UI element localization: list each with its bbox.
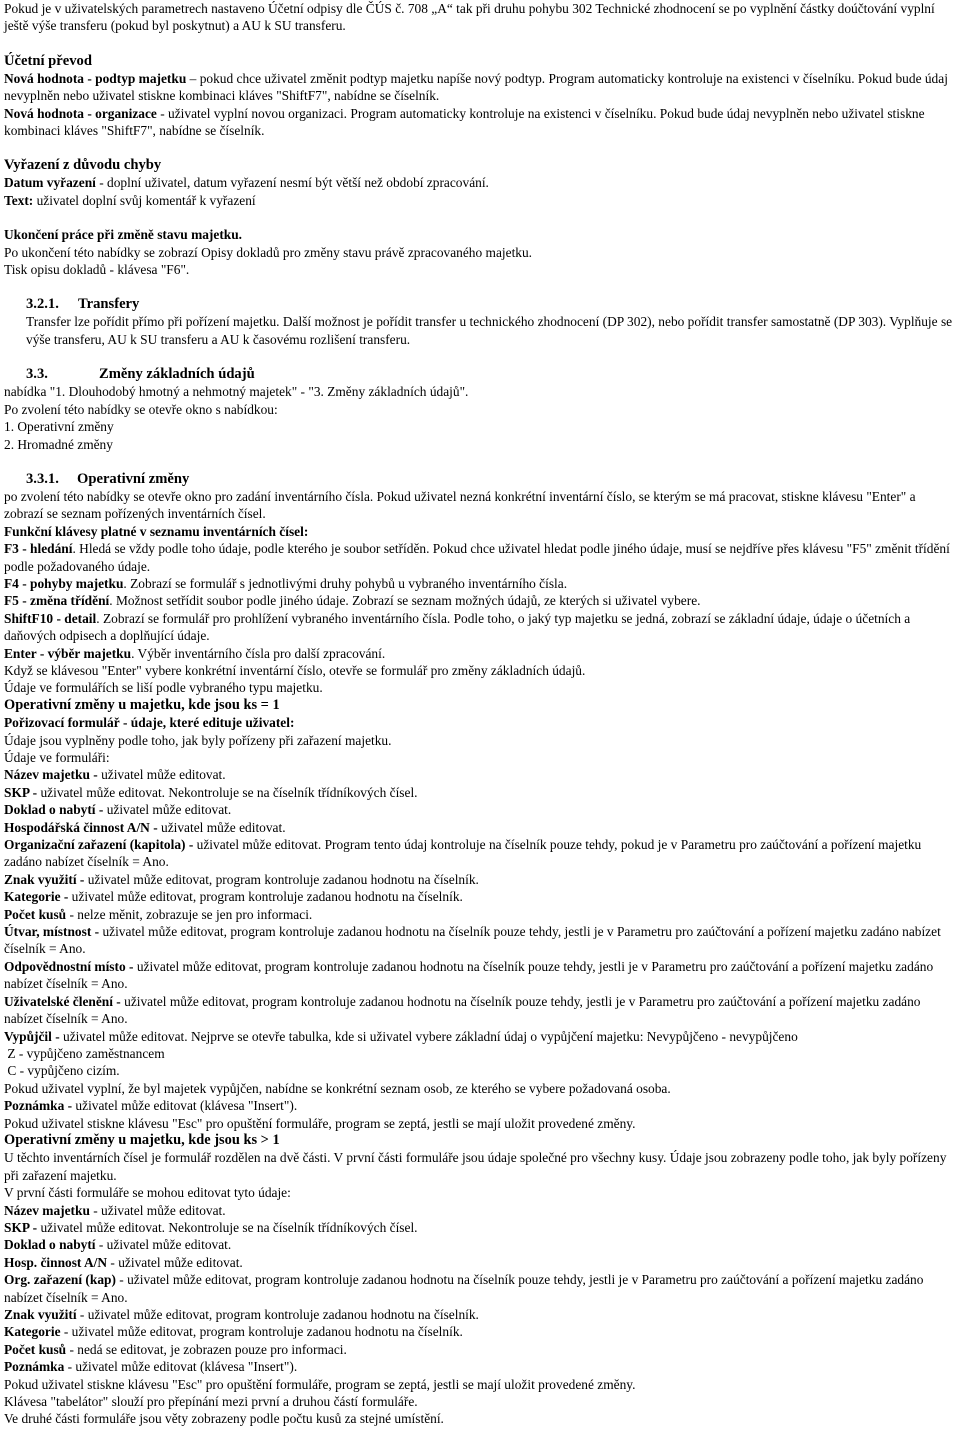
field-doklad: Doklad o nabytí -	[4, 802, 104, 818]
heading-ks-gt-1: Operativní změny u majetku, kde jsou ks > 1	[4, 1131, 280, 1148]
field2-pocet: Počet kusů	[4, 1341, 67, 1357]
section-title-operativni: Operativní změny	[77, 470, 190, 487]
key-line-f5	[4, 592, 957, 609]
field-utvar: Útvar, místnost -	[4, 924, 100, 940]
text-datum-vyrazeni: - doplní uživatel, datum vyřazení nesmí být větší než období zpracování.	[95, 175, 489, 191]
field2-line-nazev	[4, 1202, 957, 1219]
field2-nazev-desc: - uživatel může editovat.	[89, 1202, 226, 1218]
field2-kategorie-desc: - uživatel může editovat, program kontroluje zadanou hodnotu na číselník.	[60, 1324, 463, 1340]
menu-item-hromadne-zmeny: 2. Hromadné změny	[4, 436, 113, 452]
field-uzivatelske-desc: uživatel může editovat, program kontroluje zadanou hodnotu na číselník pouze tehdy, jestli je v Parametru pro zaúčtování a pořízení majetku zadáno nabízet číselník = Ano.	[4, 993, 921, 1027]
section-heading-ucetni-prevod: Účetní převod	[4, 52, 92, 69]
paragraph-operativni: po zvolení této nabídky se otevře okno pro zadání inventárního čísla. Pokud uživatel nezná konkrétní inventární číslo, se kterým se má pracovat, stiskne klávesu "Enter" a zobrazí se seznam pořízených inventárních čísel.	[4, 488, 916, 522]
key-f4-desc: . Zobrazí se formulář s jednotlivými druhy pohybů u vybraného inventárního čísla.	[123, 575, 568, 591]
text-organizace: - uživatel vyplní novou organizaci. Program automaticky kontroluje na existenci v číselníku. Pokud bude údaj nevyplněn nebo uživatel stiskne kombinaci kláves "ShiftF7", nabídne se číselník.	[4, 105, 925, 139]
field-org: Organizační zařazení (kapitola) -	[4, 837, 194, 853]
field-vypujcil: Vypůjčil -	[4, 1028, 60, 1044]
field-line-org	[4, 836, 957, 871]
field-poznamka: Poznámka -	[4, 1098, 73, 1114]
key-shiftf10: ShiftF10 - detail	[4, 610, 97, 626]
field-line-odpovednost	[4, 958, 957, 993]
key-f5: F5 - změna třídění	[4, 593, 110, 609]
line-zmeny-1: nabídka "1. Dlouhodobý hmotný a nehmotný majetek" - "3. Změny základních údajů".	[4, 384, 469, 400]
line-zmeny-2: Po zvolení této nabídky se otevře okno s nabídkou:	[4, 401, 278, 417]
key-enter-desc: . Výběr inventárního čísla pro další zpracování.	[131, 645, 386, 661]
field-skp: SKP -	[4, 784, 38, 800]
field-hosp: Hospodářská činnost A/N -	[4, 819, 158, 835]
heading-ks-1: Operativní změny u majetku, kde jsou ks = 1	[4, 696, 280, 713]
line-datum-vyrazeni	[4, 174, 957, 191]
subheading-porizovaci-formular: Pořizovací formulář - údaje, které edituje uživatel:	[4, 715, 295, 731]
field-line-poznamka	[4, 1097, 957, 1114]
section-number-zmeny: 3.3.	[26, 366, 48, 383]
field2-line-kategorie	[4, 1323, 957, 1340]
section-title-zmeny: Změny základních údajů	[99, 366, 255, 383]
field-poznamka-desc: uživatel může editovat (klávesa "Insert").	[72, 1098, 298, 1114]
key-line-shiftf10	[4, 610, 957, 645]
intro-paragraph: Pokud je v uživatelských parametrech nastaveno Účetní odpisy dle ČÚS č. 708 „A“ tak při druhu pohybu 302 Technické zhodnocení se po vyplnění částky doúčtování vyplní ještě výše transferu (pokud byl poskytnut) a AU k SU transferu.	[4, 1, 935, 34]
field2-skp-desc: uživatel může editovat. Nekontroluje se na číselník třídníkových čísel.	[37, 1219, 418, 1235]
field-line-skp	[4, 784, 957, 801]
field2-poznamka-desc: - uživatel může editovat (klávesa "Insert").	[64, 1359, 298, 1375]
field2-line-poznamka	[4, 1358, 957, 1375]
line-ks1-2: Údaje ve formuláři:	[4, 750, 110, 765]
section-number-transfery: 3.2.1.	[26, 296, 59, 313]
paragraph-ksgt1: U těchto inventárních čísel je formulář rozdělen na dvě části. V první části formuláře jsou údaje společné pro všechny kusy. Údaje jsou zobrazeny podle toho, jak byly pořízeny při zařazení majetku.	[4, 1150, 947, 1183]
field-nazev: Název majetku -	[4, 767, 98, 783]
field2-org-desc: - uživatel může editovat, program kontroluje zadanou hodnotu na číselník pouze tehdy, jestli je v Parametru pro zaúčtování a pořízení majetku zadáno nabízet číselník = Ano.	[4, 1272, 924, 1305]
field-line-doklad	[4, 801, 957, 818]
line-ukonceni-1: Po ukončení této nabídky se zobrazí Opisy dokladů pro změny stavu právě zpracovaného majetku.	[4, 244, 533, 260]
field-doklad-desc: uživatel může editovat.	[103, 802, 232, 818]
field-line-kategorie	[4, 888, 957, 905]
line-pokud-vypujcen: Pokud uživatel vyplní, že byl majetek vypůjčen, nabídne se konkrétní seznam osob, ze kterého se vybere požadovaná osoba.	[4, 1080, 671, 1096]
key-f3: F3 - hledání	[4, 541, 73, 557]
line-ks1-1: Údaje jsou vyplněny podle toho, jak byly pořízeny při zařazení majetku.	[4, 732, 392, 748]
term-nova-hodnota-organizace: Nová hodnota - organizace	[4, 105, 157, 121]
line-text	[4, 192, 957, 209]
field2-hosp-desc: - uživatel může editovat.	[107, 1254, 243, 1270]
field-odpovednost: Odpovědnostní místo -	[4, 958, 134, 974]
field-skp-desc: uživatel může editovat. Nekontroluje se na číselník třídníkových čísel.	[37, 784, 418, 800]
term-text: Text:	[4, 192, 34, 208]
line-ukonceni-2: Tisk opisu dokladů - klávesa "F6".	[4, 262, 190, 278]
option-c: C - vypůjčeno cizím.	[4, 1063, 120, 1079]
field-hosp-desc: uživatel může editovat.	[157, 819, 286, 835]
field-nazev-desc: uživatel může editovat.	[97, 767, 226, 783]
section-number-operativni: 3.3.1.	[26, 470, 59, 487]
field2-doklad: Doklad o nabytí	[4, 1237, 96, 1253]
field2-line-org	[4, 1271, 957, 1306]
field-pocet: Počet kusů	[4, 906, 67, 922]
option-z: Z - vypůjčeno zaměstnancem	[4, 1045, 165, 1061]
field2-kategorie: Kategorie	[4, 1324, 61, 1340]
line-ksgt1-2: V první části formuláře se mohou editovat tyto údaje:	[4, 1185, 291, 1201]
line-esc-ksgt1: Pokud uživatel stiskne klávesu "Esc" pro opuštění formuláře, program se zeptá, jestli se mají uložit provedené změny.	[4, 1376, 636, 1392]
heading-ukonceni: Ukončení práce při změně stavu majetku.	[4, 227, 243, 243]
section-heading-zmeny	[26, 365, 957, 383]
key-shiftf10-desc: . Zobrazí se formulář pro prohlížení vybraného inventárního čísla. Podle toho, o jaký typ majetku se jedná, zobrazí se základní údaje, údaje o účetních a daňových odpisech a doplňující údaje.	[4, 610, 911, 644]
section-title-transfery: Transfery	[78, 296, 140, 313]
section-heading-operativni	[26, 470, 957, 488]
field-znak-desc: uživatel může editovat, program kontroluje zadanou hodnotu na číselník.	[84, 871, 479, 887]
field-line-utvar	[4, 923, 957, 958]
key-enter: Enter - výběr majetku	[4, 645, 132, 661]
field2-doklad-desc: - uživatel může editovat.	[95, 1237, 232, 1253]
term-datum-vyrazeni: Datum vyřazení	[4, 175, 96, 191]
heading-funkcni-klavesy: Funkční klávesy platné v seznamu inventárních čísel:	[4, 523, 309, 539]
line-druha-cast: Ve druhé části formuláře jsou věty zobrazeny podle počtu kusů za stejné umístění.	[4, 1411, 444, 1427]
key-f5-desc: . Možnost setřídit soubor podle jiného údaje. Zobrazí se seznam možných údajů, ze kterých si uživatel vybere.	[109, 593, 701, 609]
paragraph-transfery: Transfer lze pořídit přímo při pořízení majetku. Další možnost je pořídit transfer u technického zhodnocení (DP 302), nebo pořídit transfer samostatně (DP 303). Vyplňuje se výše transferu, AU k SU transferu a AU k časovému rozlišení transferu.	[26, 314, 953, 347]
menu-item-operativni-zmeny: 1. Operativní změny	[4, 419, 114, 435]
field2-znak: Znak využití	[4, 1307, 77, 1322]
key-f4: F4 - pohyby majetku	[4, 575, 124, 591]
field2-line-pocet	[4, 1341, 957, 1358]
key-line-enter	[4, 645, 957, 662]
field-pocet-desc: - nelze měnit, zobrazuje se jen pro informaci.	[66, 906, 313, 922]
section-heading-transfery	[26, 295, 957, 313]
field2-poznamka: Poznámka	[4, 1359, 65, 1375]
field2-line-hosp	[4, 1254, 957, 1271]
key-f3-desc: . Hledá se vždy podle toho údaje, podle kterého je soubor setříděn. Pokud chce uživatel hledat podle jiného údaje, musí se nejdříve přes klávesu "F5" změnit třídění podle požadovaného údaje.	[4, 541, 950, 574]
field-vypujcil-desc: uživatel může editovat. Nejprve se otevře tabulka, kde si uživatel vybere základní údaj o vypůjčení majetku: Nevypůjčeno - nevypůjčeno	[59, 1028, 798, 1044]
text-podtyp: – pokud chce uživatel změnit podtyp majetku napíše nový podtyp. Program automaticky kontroluje na existenci v číselníku. Pokud bude údaj nevyplněn nebo uživatel stiskne kombinaci kláves "ShiftF7", nabídne se číselník.	[4, 70, 948, 104]
key-line-f4	[4, 575, 957, 592]
field-kategorie-desc: uživatel může editovat, program kontroluje zadanou hodnotu na číselník.	[68, 889, 463, 905]
field2-hosp: Hosp. činnost A/N	[4, 1254, 108, 1270]
key-line-f3	[4, 540, 957, 575]
field2-skp: SKP -	[4, 1219, 38, 1235]
field-znak: Znak využití -	[4, 871, 85, 887]
field-line-pocet	[4, 906, 957, 923]
field-odpovednost-desc: uživatel může editovat, program kontroluje zadanou hodnotu na číselník pouze tehdy, jestli je v Parametru pro zaúčtování a pořízení majetku zadáno nabízet číselník = Ano.	[4, 958, 934, 992]
paragraph-organizace	[4, 105, 957, 140]
section-heading-vyrazeni: Vyřazení z důvodu chyby	[4, 157, 162, 174]
field-line-hosp	[4, 819, 957, 836]
field-org-desc: uživatel může editovat. Program tento údaj kontroluje na číselník pouze tehdy, pokud je v Parametru pro zaúčtování a pořízení majetku zadáno nabízet číselník = Ano.	[4, 837, 922, 870]
field-line-znak	[4, 871, 957, 888]
field-kategorie: Kategorie -	[4, 889, 69, 905]
field2-line-skp	[4, 1219, 957, 1236]
line-enter-formular: Když se klávesou "Enter" vybere konkrétní inventární číslo, otevře se formulář pro změny základních údajů.	[4, 662, 586, 678]
field2-line-znak	[4, 1306, 957, 1323]
field2-znak-desc: - uživatel může editovat, program kontroluje zadanou hodnotu na číselník.	[76, 1307, 479, 1322]
text-komentar: uživatel doplní svůj komentář k vyřazení	[33, 192, 256, 208]
field2-org: Org. zařazení (kap)	[4, 1272, 116, 1288]
paragraph-podtyp	[4, 70, 957, 105]
field-line-nazev	[4, 766, 957, 783]
line-esc-ks1: Pokud uživatel stiskne klávesu "Esc" pro opuštění formuláře, program se zeptá, jestli se mají uložit provedené změny.	[4, 1115, 636, 1131]
field-line-vypujcil	[4, 1028, 957, 1045]
line-tabelator: Klávesa "tabelátor" slouží pro přepínání mezi první a druhou částí formuláře.	[4, 1394, 418, 1410]
field-uzivatelske: Uživatelské členění -	[4, 993, 121, 1009]
field-line-uzivatelske	[4, 993, 957, 1028]
term-nova-hodnota-podtyp: Nová hodnota - podtyp majetku	[4, 70, 187, 86]
line-udaje-lisi: Údaje ve formulářích se liší podle vybraného typu majetku.	[4, 680, 323, 696]
field2-pocet-desc: - nedá se editovat, je zobrazen pouze pro informaci.	[66, 1341, 347, 1357]
field2-nazev: Název majetku	[4, 1202, 90, 1218]
field-utvar-desc: uživatel může editovat, program kontroluje zadanou hodnotu na číselník pouze tehdy, jestli je v Parametru pro zaúčtování a pořízení majetku zadáno nabízet číselník = Ano.	[4, 924, 941, 957]
field2-line-doklad	[4, 1236, 957, 1253]
